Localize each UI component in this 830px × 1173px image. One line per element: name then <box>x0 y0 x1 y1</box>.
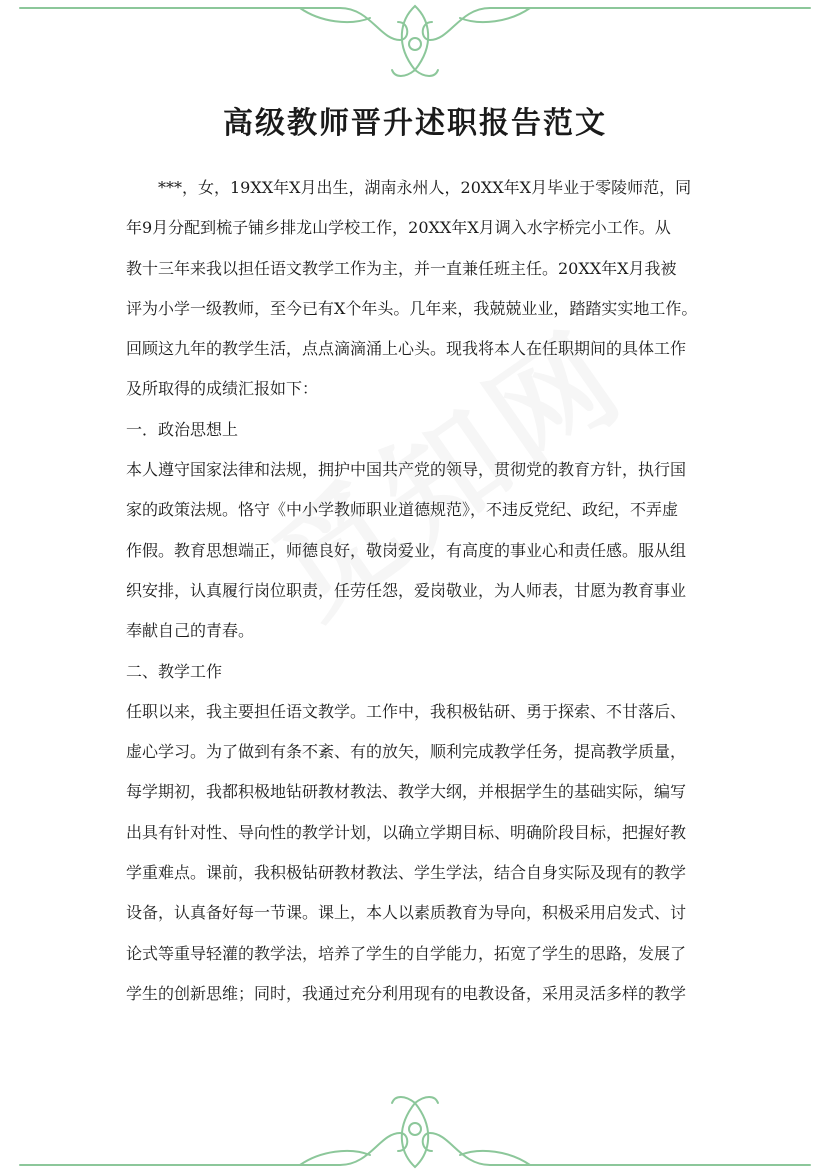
text-line: 家的政策法规。恪守《中小学教师职业道德规范》，不违反党纪、政纪，不弄虚 <box>126 500 679 520</box>
top-floral-ornament-icon <box>0 0 830 90</box>
bottom-floral-ornament-icon <box>0 1083 830 1173</box>
text-line: 织安排，认真履行岗位职责，任劳任怨，爱岗敬业，为人师表，甘愿为教育事业 <box>126 580 687 600</box>
text-line: 学重难点。课前，我积极钻研教材教法、学生学法，结合自身实际及现有的教学 <box>126 863 687 883</box>
text-line: 评为小学一级教师，至今已有X个年头。几年来，我兢兢业业，踏踏实实地工作。 <box>126 298 698 318</box>
text-line: 及所取得的成绩汇报如下： <box>126 379 319 399</box>
text-line: 论式等重导轻灌的教学法，培养了学生的自学能力，拓宽了学生的思路，发展了 <box>126 943 687 963</box>
text-line: 作假。教育思想端正，师德良好，敬岗爱业，有高度的事业心和责任感。服从组 <box>126 540 687 560</box>
text-line: 年9月分配到梳子铺乡排龙山学校工作，20XX年X月调入水字桥完小工作。从 <box>126 218 671 238</box>
page-title: 高级教师晋升述职报告范文 <box>223 106 607 141</box>
text-line: 本人遵守国家法律和法规，拥护中国共产党的领导，贯彻党的教育方针，执行国 <box>126 460 687 480</box>
text-line: 回顾这九年的教学生活，点点滴滴涌上心头。现我将本人在任职期间的具体工作 <box>126 339 687 359</box>
text-line: 奉献自己的青春。 <box>126 621 255 641</box>
text-line: 每学期初，我都积极地钻研教材教法、教学大纲，并根据学生的基础实际，编写 <box>126 782 687 802</box>
text-line: 虚心学习。为了做到有条不紊、有的放矢，顺利完成教学任务，提高教学质量， <box>126 742 687 762</box>
text-line: ***，女，19XX年X月出生，湖南永州人，20XX年X月毕业于零陵师范，同 <box>158 178 692 197</box>
text-line: 设备，认真备好每一节课。课上，本人以素质教育为导向，积极采用启发式、讨 <box>126 903 687 923</box>
text-line: 教十三年来我以担任语文教学工作为主，并一直兼任班主任。20XX年X月我被 <box>126 258 677 278</box>
text-line: 二、教学工作 <box>126 661 223 681</box>
text-line: 出具有针对性、导向性的教学计划，以确立学期目标、明确阶段目标，把握好教 <box>126 822 687 842</box>
text-line: 学生的创新思维；同时，我通过充分利用现有的电教设备，采用灵活多样的教学 <box>126 983 687 1003</box>
document-body <box>126 168 706 1014</box>
text-line: 一．政治思想上 <box>126 419 239 439</box>
text-line: 任职以来，我主要担任语文教学。工作中，我积极钻研、勇于探索、不甘落后、 <box>126 701 687 721</box>
